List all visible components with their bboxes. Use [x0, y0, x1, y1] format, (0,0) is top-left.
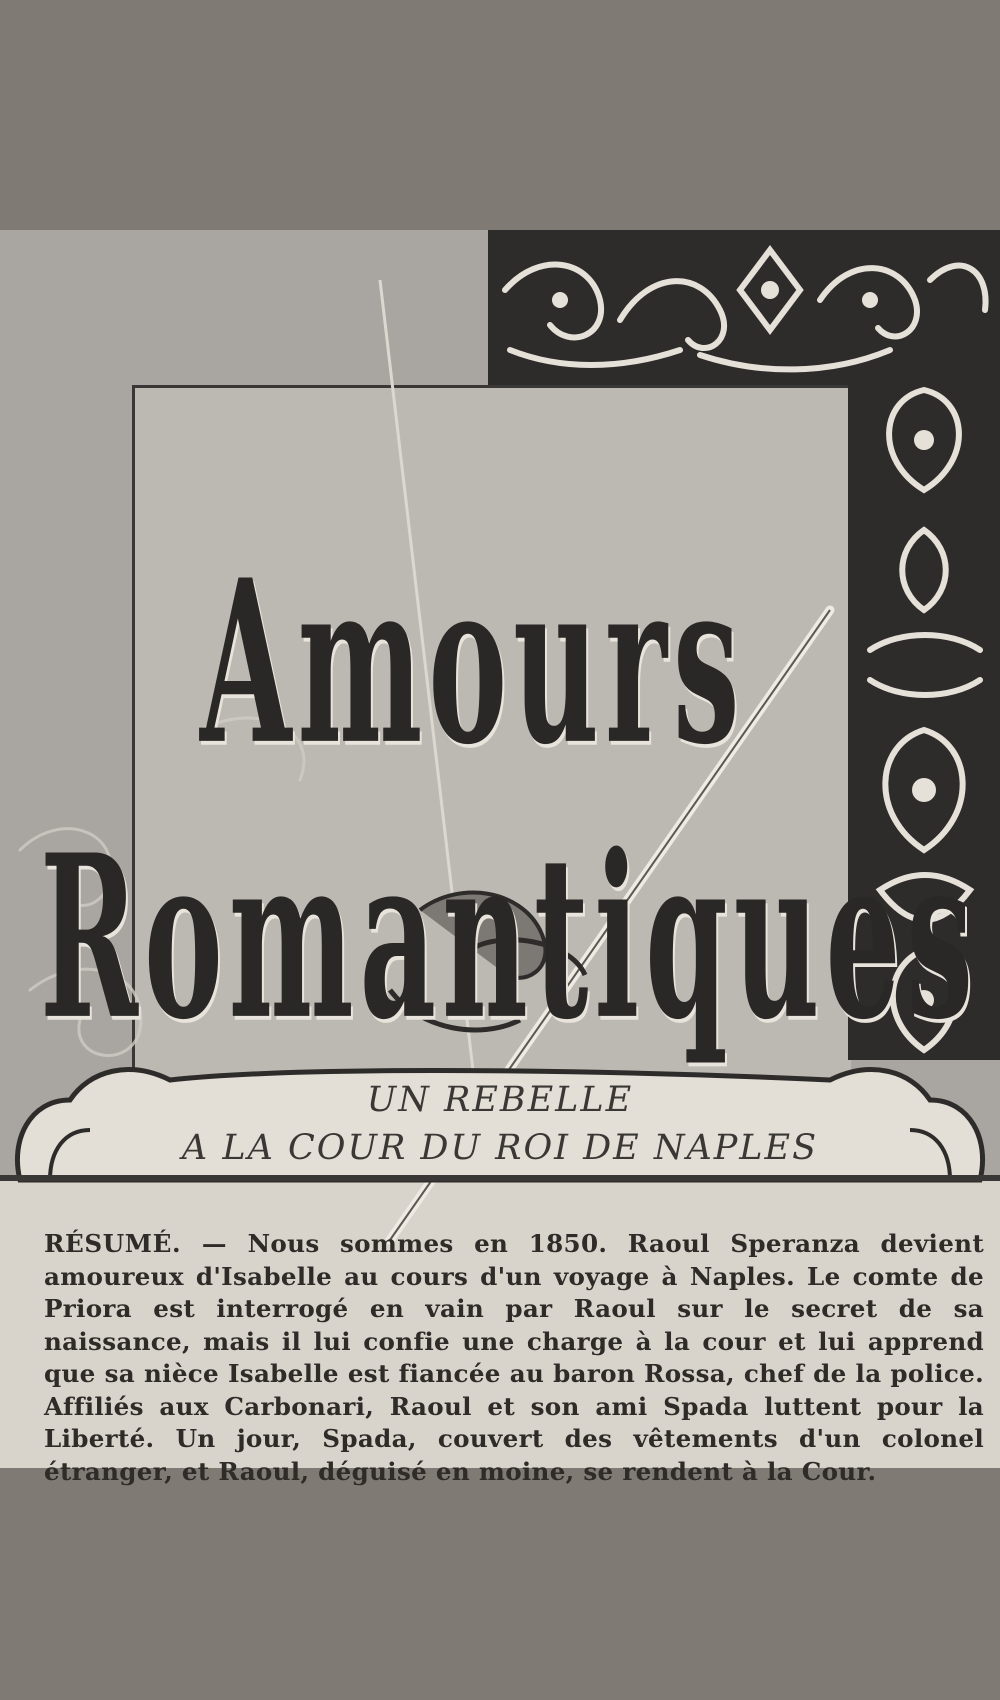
title-word-amours: Amours: [200, 530, 746, 795]
title-word-romantiques: Romantiques: [40, 805, 980, 1070]
summary-lead: RÉSUMÉ. —: [44, 1229, 228, 1258]
summary-paragraph: [44, 1228, 984, 1488]
subtitle-line-2: A LA COUR DU ROI DE NAPLES: [181, 1128, 819, 1168]
divider-rule: [0, 1175, 1000, 1181]
subtitle-line-1: UN REBELLE: [366, 1080, 634, 1120]
summary-text: Nous sommes en 1850. Raoul Speranza devient amoureux d'Isabelle au cours d'un voyage à Naples. Le comte de Priora est interrogé en vain par Raoul sur le secret de sa naissance, mais il lui confie une charge à la cour et lui apprend que sa nièce Isabelle est fiancée au baron Rossa, chef de la police. Affiliés aux Carbonari, Raoul et son ami Spada luttent pour la Liberté. Un jour, Spada, couvert des vêtements d'un colonel étranger, et Raoul, déguisé en moine, se rendent à la Cour.: [44, 1229, 984, 1486]
newspaper-clipping: [0, 230, 1000, 1486]
